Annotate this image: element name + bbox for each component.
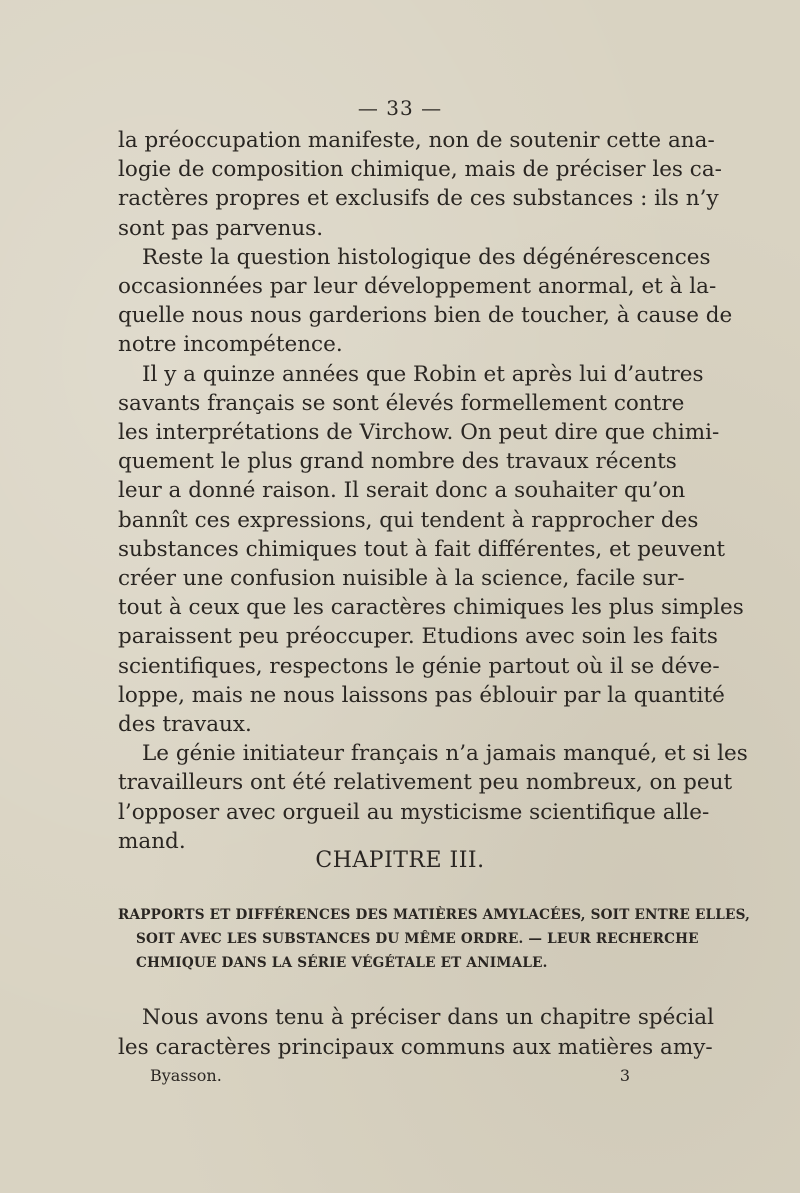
chapter-title: CHAPITRE III.	[315, 848, 485, 873]
text-line: Le génie initiateur français n’a jamais manqué, et si les	[142, 741, 748, 767]
text-line: Nous avons tenu à préciser dans un chapitre spécial	[142, 1005, 714, 1030]
closing-text	[118, 1003, 714, 1063]
text-line: travailleurs ont été relativement peu nombreux, on peut	[118, 770, 733, 796]
text-line: mand.	[118, 828, 186, 854]
text-line: sont pas parvenus.	[118, 215, 324, 241]
text-line: les caractères principaux communs aux matières amy-	[118, 1035, 713, 1060]
text-line: quement le plus grand nombre des travaux récents	[118, 449, 677, 475]
text-line: loppe, mais ne nous laissons pas éblouir par la quantité	[118, 682, 725, 708]
text-line: Il y a quinze années que Robin et après lui d’autres	[142, 361, 704, 387]
text-line: notre incompétence.	[118, 332, 343, 358]
text-line: leur a donné raison. Il serait donc a souhaiter qu’on	[118, 478, 686, 504]
body-text	[118, 126, 748, 856]
text-line: les interprétations de Virchow. On peut dire que chimi-	[118, 420, 720, 446]
text-line: bannît ces expressions, qui tendent à rapprocher des	[118, 507, 699, 533]
text-line: substances chimiques tout à fait différentes, et peuvent	[118, 536, 725, 562]
text-line: occasionnées par leur développement anormal, et à la-	[118, 274, 717, 300]
text-line: l’opposer avec orgueil au mysticisme scientifique alle-	[118, 799, 710, 825]
summary-line: CHMIQUE DANS LA SÉRIE VÉGÉTALE ET ANIMALE.	[136, 955, 548, 971]
text-line: Reste la question histologique des dégénérescences	[142, 244, 711, 270]
signature-mark: 3	[619, 1066, 630, 1085]
chapter-summary	[118, 903, 751, 975]
text-line: tout à ceux que les caractères chimiques les plus simples	[118, 595, 744, 621]
text-line: la préoccupation manifeste, non de soutenir cette ana-	[118, 128, 715, 153]
text-line: logie de composition chimique, mais de préciser les ca-	[118, 157, 722, 183]
summary-line: RAPPORTS ET DIFFÉRENCES DES MATIÈRES AMYLACÉES, SOIT ENTRE ELLES,	[118, 907, 751, 923]
text-line: ractères propres et exclusifs de ces substances : ils n’y	[118, 186, 719, 212]
text-line: des travaux.	[118, 712, 252, 738]
footer-author: Byasson.	[150, 1066, 222, 1085]
text-line: savants français se sont élevés formellement contre	[118, 390, 685, 416]
text-line: scientifiques, respectons le génie partout où il se déve-	[118, 653, 720, 679]
summary-line: SOIT AVEC LES SUBSTANCES DU MÊME ORDRE. — LEUR RECHERCHE	[136, 931, 699, 947]
text-line: paraissent peu préoccuper. Etudions avec soin les faits	[118, 624, 718, 650]
text-line: quelle nous nous garderions bien de toucher, à cause de	[118, 303, 733, 329]
text-line: créer une confusion nuisible à la science, facile sur-	[118, 566, 685, 592]
page-number: — 33 —	[357, 96, 443, 120]
